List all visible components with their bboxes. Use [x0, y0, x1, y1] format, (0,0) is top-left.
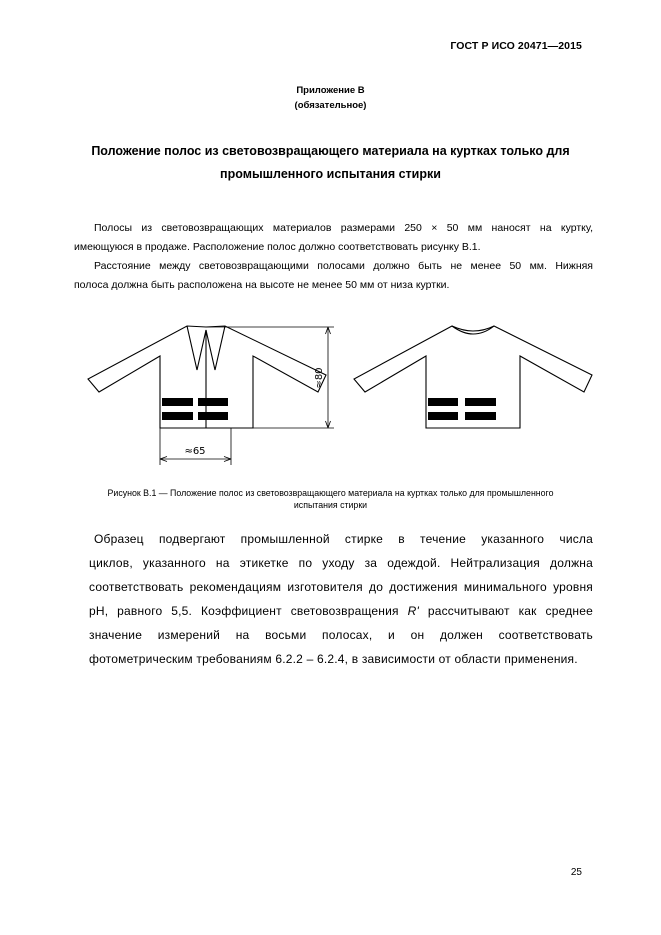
- body-line-6: фотометрическим требованиям 6.2.2 – 6.2.4, в зависимости от области применения.: [89, 652, 578, 666]
- stripe-lower-right: [198, 412, 228, 420]
- section-title: [50, 140, 611, 186]
- intro-p2-line-2: полоса должна быть расположена на высоте не менее 50 мм от низа куртки.: [74, 278, 450, 291]
- stripe-back-upper-left: [428, 398, 458, 406]
- jacket-front-stripes: [162, 398, 228, 420]
- stripe-back-upper-right: [465, 398, 496, 406]
- intro-paragraph-2: [74, 257, 593, 294]
- body-line-4-tail: рассчитывают как среднее: [427, 604, 593, 618]
- intro-p2-line-1: Расстояние между световозвращающими полосами должно быть не менее 50 мм. Нижняя: [94, 260, 593, 272]
- annex-title: Приложение В: [296, 85, 365, 96]
- stripe-back-lower-right: [465, 412, 496, 420]
- intro-p1-line-2: имеющуюся в продаже. Расположение полос должно соответствовать рисунку В.1.: [74, 240, 481, 253]
- jacket-back-stripes: [428, 398, 496, 420]
- section-title-line-2: промышленного испытания стирки: [220, 167, 441, 181]
- page-number: 25: [570, 867, 582, 878]
- body-line-2: циклов, указанного на этикетке по уходу за одеждой. Нейтрализация должна: [89, 556, 593, 570]
- stripe-upper-left: [162, 398, 193, 406]
- body-paragraph: [89, 527, 593, 671]
- dimension-width-label: ≈65: [184, 446, 206, 457]
- stripe-lower-left: [162, 412, 193, 420]
- body-line-1: Образец подвергают промышленной стирке в течение указанного числа: [94, 532, 593, 546]
- body-line-4: [89, 599, 593, 623]
- figure-caption-line-1: Рисунок В.1 — Положение полос из световозвращающего материала на куртках только для промышленного: [107, 488, 554, 498]
- figure-jackets: [0, 300, 661, 480]
- stripe-back-lower-left: [428, 412, 458, 420]
- intro-paragraph-1: [74, 219, 593, 256]
- standard-designation: ГОСТ Р ИСО 20471—2015: [450, 40, 582, 52]
- stripe-upper-right: [198, 398, 228, 406]
- section-title-line-1: Положение полос из световозвращающего материала на куртках только для: [91, 144, 570, 158]
- body-line-4-symbol: R': [407, 604, 419, 618]
- figure-caption-line-2: испытания стирки: [293, 500, 368, 510]
- figure-caption: [50, 487, 611, 511]
- dimension-height-label: ≈80: [314, 367, 325, 389]
- intro-p1-line-1: Полосы из световозвращающих материалов размерами 250 × 50 мм наносят на куртку,: [94, 222, 593, 234]
- annex-status: (обязательное): [294, 100, 367, 111]
- body-line-3: соответствовать рекомендациям изготовителя до достижения минимального уровня: [89, 580, 593, 594]
- body-line-5: значение измерений на восьми полосах, и он должен соответствовать: [89, 628, 593, 642]
- body-line-4-text: pH, равного 5,5. Коэффициент световозвращения: [89, 604, 399, 618]
